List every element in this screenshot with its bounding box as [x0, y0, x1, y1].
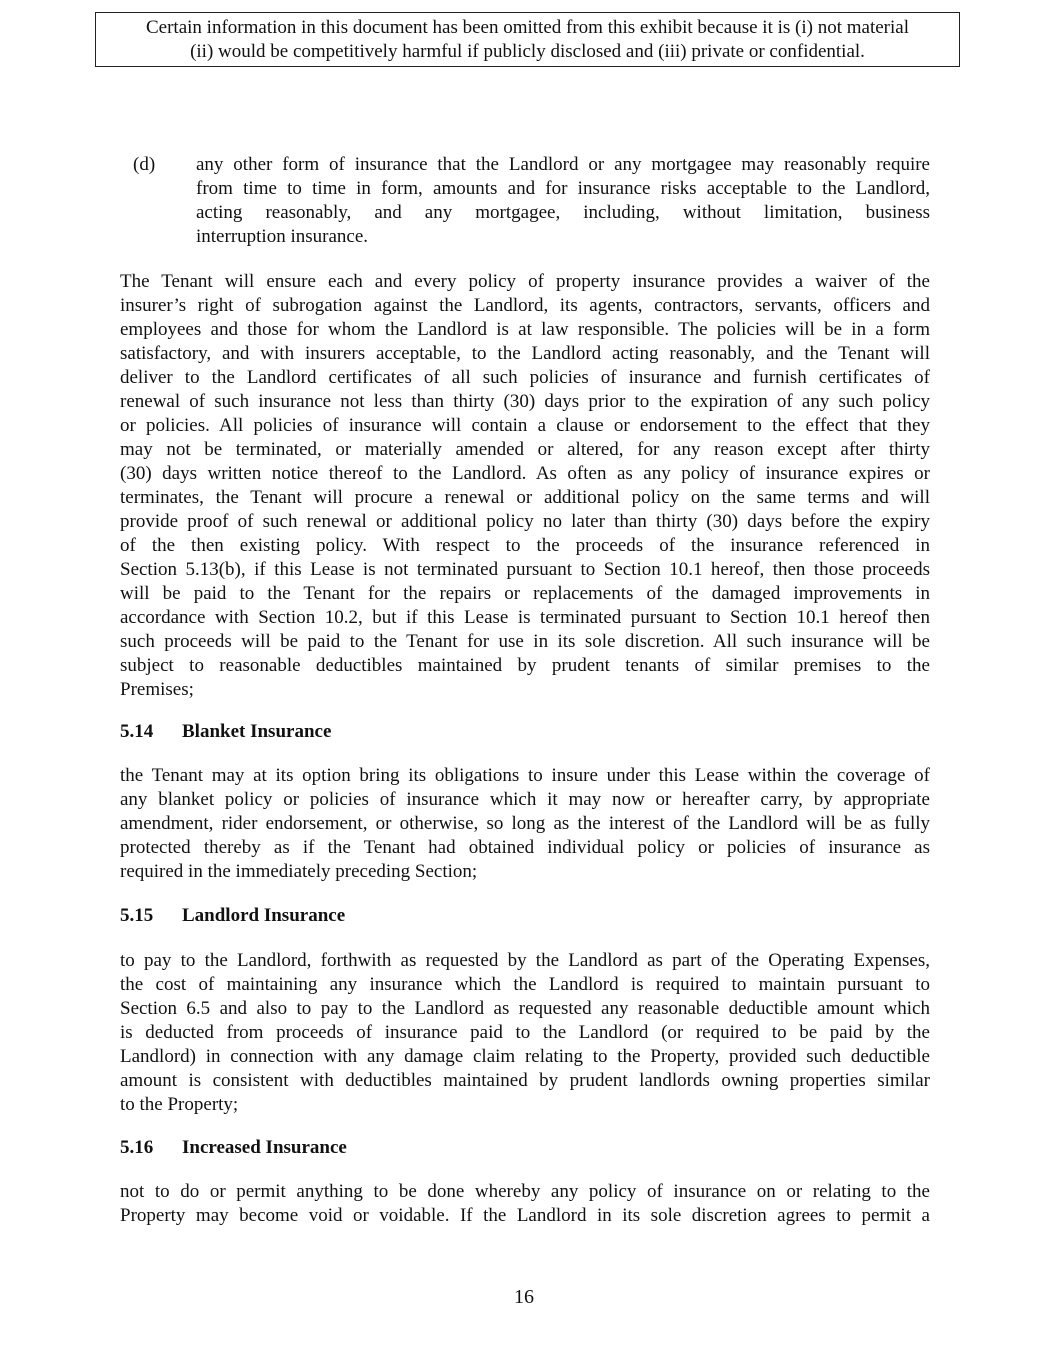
section-5-16-paragraph	[120, 1180, 930, 1228]
text-line: deliver to the Landlord certificates of all such policies of insurance and furnish certificates of	[120, 367, 930, 388]
section-title: Blanket Insurance	[182, 721, 332, 742]
section-5-15-heading	[120, 904, 345, 928]
text-line: amount is consistent with deductibles maintained by prudent landlords owning properties similar	[120, 1070, 930, 1091]
text-line: accordance with Section 10.2, but if this Lease is terminated pursuant to Section 10.1 hereof then	[120, 607, 930, 628]
text-line: required in the immediately preceding Section;	[120, 861, 478, 882]
section-5-14-paragraph	[120, 764, 930, 884]
text-line: may not be terminated, or materially amended or altered, for any reason except after thirty	[120, 439, 930, 460]
redaction-notice	[95, 12, 960, 67]
notice-line-2: (ii) would be competitively harmful if publicly disclosed and (iii) private or confidential.	[190, 41, 865, 62]
section-5-16-heading	[120, 1136, 347, 1160]
text-line: insurer’s right of subrogation against the Landlord, its agents, contractors, servants, officers and	[120, 295, 930, 316]
notice-line-1: Certain information in this document has been omitted from this exhibit because it is (i) not material	[146, 17, 909, 38]
text-line: Property may become void or voidable. If the Landlord in its sole discretion agrees to permit a	[120, 1205, 930, 1226]
section-number: 5.14	[120, 721, 154, 742]
text-line: The Tenant will ensure each and every policy of property insurance provides a waiver of the	[120, 271, 930, 292]
text-line: Section 5.13(b), if this Lease is not terminated pursuant to Section 10.1 hereof, then those proceeds	[120, 559, 930, 580]
section-number: 5.16	[120, 1137, 154, 1158]
text-line: to pay to the Landlord, forthwith as requested by the Landlord as part of the Operating Expenses,	[120, 950, 930, 971]
text-line: terminates, the Tenant will procure a renewal or additional policy on the same terms and will	[120, 487, 930, 508]
text-line: Landlord) in connection with any damage claim relating to the Property, provided such deductible	[120, 1046, 930, 1067]
section-title: Increased Insurance	[182, 1137, 347, 1158]
text-line: employees and those for whom the Landlord is at law responsible. The policies will be in a form	[120, 319, 930, 340]
text-line: the Tenant may at its option bring its obligations to insure under this Lease within the coverage of	[120, 765, 930, 786]
text-line: (30) days written notice thereof to the Landlord. As often as any policy of insurance expires or	[120, 463, 930, 484]
text-line: is deducted from proceeds of insurance paid to the Landlord (or required to be paid by the	[120, 1022, 930, 1043]
item-d-label: (d)	[133, 154, 156, 175]
text-line: provide proof of such renewal or additional policy no later than thirty (30) days before the expiry	[120, 511, 930, 532]
text-line: of the then existing policy. With respect to the proceeds of the insurance referenced in	[120, 535, 930, 556]
text-line: not to do or permit anything to be done whereby any policy of insurance on or relating to the	[120, 1181, 930, 1202]
text-line: any blanket policy or policies of insurance which it may now or hereafter carry, by appropriate	[120, 789, 930, 810]
section-5-15-paragraph	[120, 949, 930, 1117]
text-line: will be paid to the Tenant for the repairs or replacements of the damaged improvements in	[120, 583, 930, 604]
tenant-insurance-paragraph	[120, 270, 930, 702]
text-line: Premises;	[120, 679, 194, 700]
text-line: satisfactory, and with insurers acceptable, to the Landlord acting reasonably, and the Tenant will	[120, 343, 930, 364]
text-line: subject to reasonable deductibles maintained by prudent tenants of similar premises to the	[120, 655, 930, 676]
page-number: 16	[514, 1286, 534, 1308]
text-line: renewal of such insurance not less than thirty (30) days prior to the expiration of any such policy	[120, 391, 930, 412]
section-5-14-heading	[120, 720, 331, 744]
text-line: or policies. All policies of insurance will contain a clause or endorsement to the effect that they	[120, 415, 930, 436]
text-line: any other form of insurance that the Landlord or any mortgagee may reasonably require	[196, 154, 930, 175]
text-line: to the Property;	[120, 1094, 239, 1115]
text-line: such proceeds will be paid to the Tenant for use in its sole discretion. All such insurance will be	[120, 631, 930, 652]
text-line: the cost of maintaining any insurance which the Landlord is required to maintain pursuant to	[120, 974, 930, 995]
text-line: Section 6.5 and also to pay to the Landlord as requested any reasonable deductible amount which	[120, 998, 930, 1019]
section-number: 5.15	[120, 905, 154, 926]
text-line: acting reasonably, and any mortgagee, including, without limitation, business	[196, 202, 930, 223]
text-line: interruption insurance.	[196, 226, 369, 247]
text-line: amendment, rider endorsement, or otherwise, so long as the interest of the Landlord will be as fully	[120, 813, 930, 834]
section-title: Landlord Insurance	[182, 905, 346, 926]
item-d-text	[196, 153, 930, 249]
text-line: protected thereby as if the Tenant had obtained individual policy or policies of insurance as	[120, 837, 930, 858]
text-line: from time to time in form, amounts and for insurance risks acceptable to the Landlord,	[196, 178, 930, 199]
